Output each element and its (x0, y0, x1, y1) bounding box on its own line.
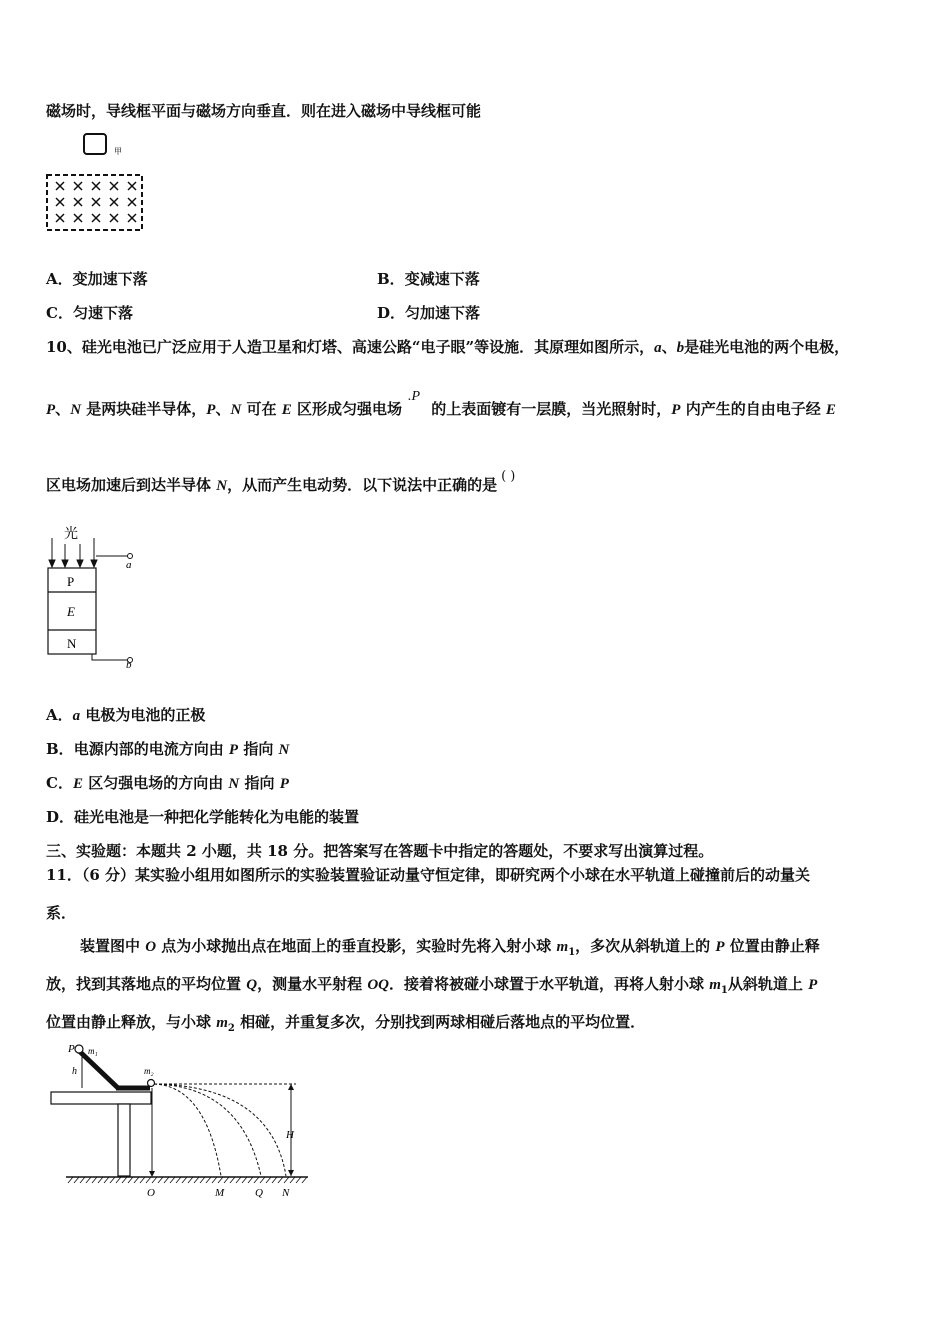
table-leg (118, 1104, 130, 1176)
q10-stem-line-1: 10、硅光电池已广泛应用于人造卫星和灯塔、高速公路“电子眼”等设施．其原理如图所示，a、b是硅光电池的两个电极， (46, 338, 850, 356)
label-p: P (68, 1043, 75, 1055)
q11-stem-line-5: 位置由静止释放，与小球 $m_2$ 相碰，并重复多次，分别找到两球相碰后落地点的平均位置． (46, 1013, 646, 1034)
label-m1: m₁ (88, 1046, 98, 1056)
electrode-b-label: b (126, 659, 132, 671)
q9-stem-line: 磁场时，导线框平面与磁场方向垂直．则在进入磁场中导线框可能 (46, 102, 482, 120)
q11-stem-line-4: 放，找到其落地点的平均位置 Q，测量水平射程 OQ．接着将被碰小球置于水平轨道，再将人射小球 $m_1$从斜轨道上 P (46, 975, 818, 996)
electrode-a-terminal (128, 554, 133, 559)
q9-option-b[interactable]: B．变减速下落 (377, 270, 480, 288)
section-3-heading: 三、实验题：本题共 2 小题，共 18 分。把答案写在答题卡中指定的答题处，不要求写出演算过程。 (46, 842, 714, 860)
q10-option-a[interactable]: A．a 电极为电池的正极 (46, 706, 206, 724)
q10-option-c[interactable]: C．E 区匀强电场的方向由 N 指向 P (46, 774, 289, 792)
label-m2: m₂ (144, 1066, 154, 1076)
ball-m2 (148, 1080, 155, 1087)
q11-stem-line-1: 11．（6 分）某实验小组用如图所示的实验装置验证动量守恒定律，即研究两个小球在水平轨道上碰撞前后的动量关 (46, 866, 811, 884)
q10-stem-line-2: P、N 是两块硅半导体，P、N 可在 E 区形成匀强电场.P 的上表面镀有一层膜，当光照射时，P 内产生的自由电子经 E (46, 389, 836, 418)
q11-stem-line-3: 装置图中 O 点为小球抛出点在地面上的垂直投影，实验时先将入射小球 $m_1$，多次从斜轨道上的 P 位置由静止释 (80, 937, 820, 958)
label-m: M (215, 1187, 225, 1199)
trajectories (154, 1084, 296, 1176)
q10-silicon-cell-figure (40, 520, 150, 670)
field-cross-marks (56, 182, 136, 222)
electrode-a-label: a (126, 559, 132, 571)
q11-stem-line-2: 系． (46, 904, 77, 922)
label-n: N (282, 1187, 290, 1199)
label-o: O (147, 1187, 155, 1199)
ball-m1 (75, 1045, 83, 1053)
q9-magnetic-field-figure (44, 130, 154, 235)
q10-option-d[interactable]: D．硅光电池是一种把化学能转化为电能的装置 (46, 808, 360, 826)
q11-collision-apparatus-figure (46, 1040, 326, 1205)
q9-option-d[interactable]: D．匀加速下落 (377, 304, 481, 322)
wire-frame-label: 甲 (114, 147, 122, 156)
wire-frame-icon (84, 134, 106, 154)
light-label: 光 (64, 527, 78, 542)
label-H: H (286, 1129, 294, 1141)
q9-option-c[interactable]: C．匀速下落 (46, 304, 133, 322)
q9-option-a[interactable]: A．变加速下落 (46, 270, 148, 288)
e-region-label: E (67, 604, 75, 619)
p-region-label: P (67, 574, 75, 589)
label-q: Q (255, 1187, 263, 1199)
label-h: h (72, 1066, 77, 1077)
n-region-label: N (67, 636, 77, 651)
table-top (51, 1092, 151, 1104)
q10-stem-line-3: 区电场加速后到达半导体 N，从而产生电动势．以下说法中正确的是 ( ) (46, 469, 516, 494)
q10-option-b[interactable]: B．电源内部的电流方向由 P 指向 N (46, 740, 290, 758)
